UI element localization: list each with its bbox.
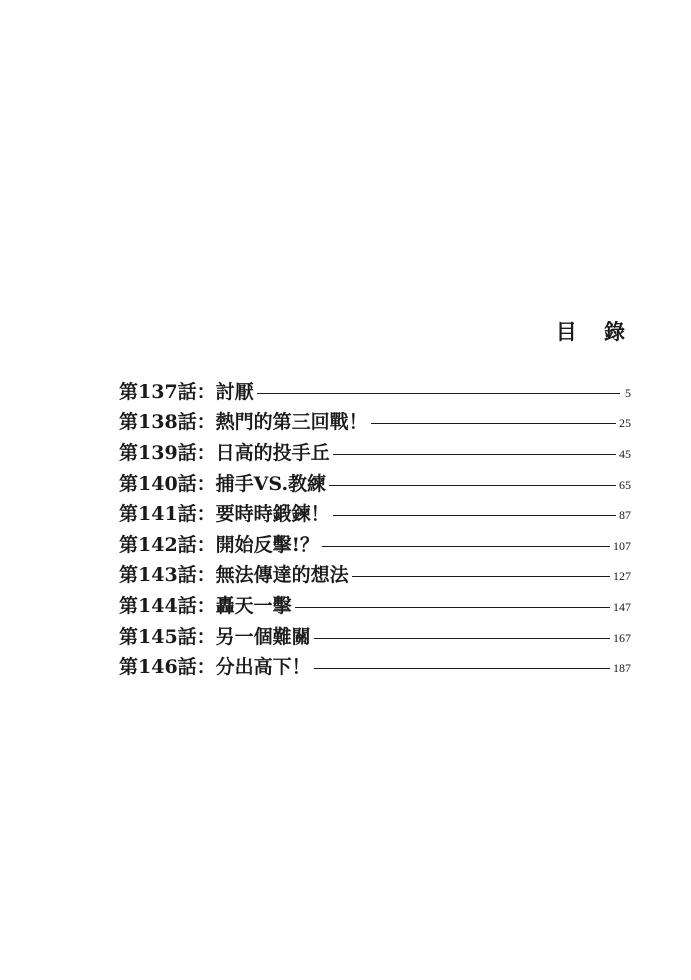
chapter-title: 第145話：另一個難關 xyxy=(119,625,311,648)
leader-line xyxy=(322,546,610,547)
toc-entry[interactable] xyxy=(119,499,631,530)
toc-entry[interactable] xyxy=(119,530,631,561)
toc-entry[interactable] xyxy=(119,438,631,469)
toc-entry[interactable] xyxy=(119,469,631,500)
page-number: 5 xyxy=(625,385,631,400)
toc-entry[interactable] xyxy=(119,408,631,439)
toc-entry[interactable] xyxy=(119,622,631,653)
leader-line xyxy=(352,576,610,577)
page-number: 147 xyxy=(613,599,631,614)
chapter-title: 第142話：開始反擊!？ xyxy=(119,533,320,556)
page-number: 187 xyxy=(613,661,631,676)
toc-entry[interactable] xyxy=(119,561,631,592)
chapter-title: 第144話：轟天一擊 xyxy=(119,594,292,617)
chapter-title: 第141話：要時時鍛鍊！ xyxy=(119,503,330,526)
page-number: 87 xyxy=(619,508,631,523)
chapter-title: 第140話：捕手VS.教練 xyxy=(119,472,327,495)
toc-entry[interactable] xyxy=(119,652,631,683)
leader-line xyxy=(333,454,616,455)
page-number: 107 xyxy=(613,538,631,553)
chapter-title: 第143話：無法傳達的想法 xyxy=(119,564,349,587)
leader-line xyxy=(257,393,620,394)
page-number: 127 xyxy=(613,569,631,584)
leader-line xyxy=(295,607,610,608)
page-number: 25 xyxy=(619,416,631,431)
toc-list xyxy=(119,377,631,683)
toc-heading: 目 錄 xyxy=(555,319,635,344)
chapter-title: 第139話：日高的投手丘 xyxy=(119,441,330,464)
toc-entry[interactable] xyxy=(119,591,631,622)
page-number: 167 xyxy=(613,630,631,645)
leader-line xyxy=(314,638,610,639)
chapter-title: 第138話：熱門的第三回戰！ xyxy=(119,411,368,434)
toc-entry[interactable] xyxy=(119,377,631,408)
leader-line xyxy=(329,485,616,486)
leader-line xyxy=(314,668,610,669)
leader-line xyxy=(371,423,616,424)
page-number: 45 xyxy=(619,446,631,461)
page-number: 65 xyxy=(619,477,631,492)
chapter-title: 第146話：分出高下！ xyxy=(119,656,311,679)
chapter-title: 第137話：討厭 xyxy=(119,380,254,403)
leader-line xyxy=(333,515,616,516)
